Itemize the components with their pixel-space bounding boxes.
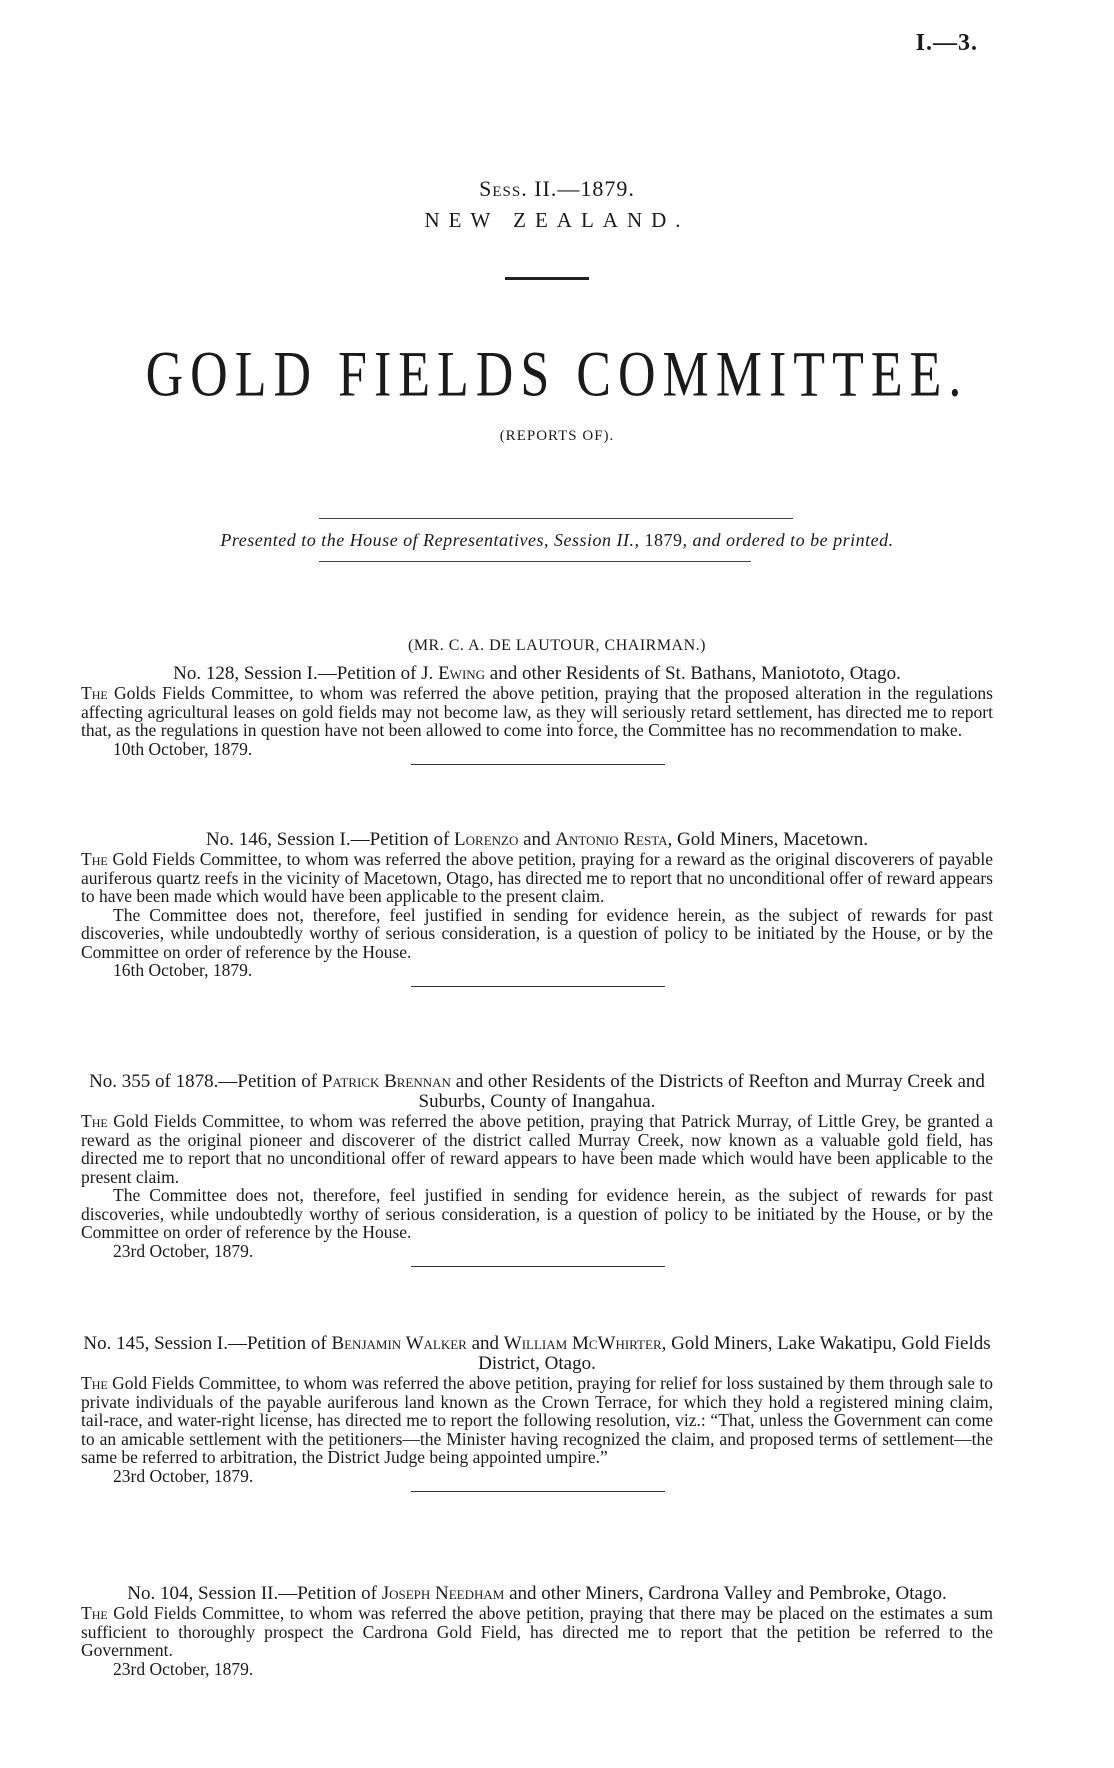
paragraph-text: Golds Fields Committee, to whom was referred the above petition, praying that the proposed alteration in the regulations affecting agricultural leases on gold fields may not become law, as they will seriously retard settlement, has directed me to report that, as the regulations in question have not been allowed to come into force, the Committee has no recommendation to make. — [81, 683, 993, 740]
report-146 — [81, 830, 993, 987]
report-heading — [81, 1334, 993, 1374]
title-rule — [505, 277, 589, 280]
section-divider — [411, 1491, 665, 1492]
section-divider — [411, 764, 665, 765]
report-paragraph — [81, 1112, 993, 1186]
document-subtitle: (REPORTS OF). — [499, 428, 615, 444]
heading-text: and other Residents of the Districts of Reefton and Murray Creek and Suburbs, County of Inangahua. — [418, 1071, 985, 1112]
report-heading — [81, 830, 993, 850]
heading-text: No. 145, Session I.—Petition of — [83, 1333, 332, 1354]
heading-text: No. 128, Session I.—Petition of J. — [173, 663, 439, 684]
report-paragraph — [81, 1604, 993, 1660]
presented-rule-bottom — [319, 561, 751, 562]
paragraph-lead: The — [81, 683, 108, 703]
report-body — [81, 684, 993, 758]
heading-text: and — [518, 829, 556, 850]
country-heading: NEW ZEALAND. — [424, 208, 690, 232]
paragraph-text: Gold Fields Committee, to whom was referred the above petition, praying for relief for loss sustained by them through sale to private individuals of the payable auriferous land known as the Crown Terrace, for which they hold a registered mining claim, tail-race, and water-right license, has directed me to report the following resolution, viz.: “That, unless the Government can come to an amicable settlement with the petitioners—the Minister having recognized the claim, and proposed terms of settlement—the same be referred to arbitration, the District Judge being appointed umpire.” — [81, 1373, 993, 1467]
heading-text: and — [466, 1333, 504, 1354]
report-paragraph — [81, 684, 993, 740]
heading-text: and other Residents of St. Bathans, Maniototo, Otago. — [485, 663, 901, 684]
report-104 — [81, 1584, 993, 1678]
report-145 — [81, 1334, 993, 1492]
report-date: 23rd October, 1879. — [113, 1240, 254, 1261]
chairman-line: (MR. C. A. DE LAUTOUR, CHAIRMAN.) — [408, 637, 706, 654]
presented-text-b: , and ordered to be printed. — [682, 530, 894, 550]
report-body — [81, 1604, 993, 1678]
petitioner-name: Antonio Resta — [555, 829, 668, 850]
petitioner-name: Lorenzo — [454, 829, 519, 850]
report-paragraph — [81, 850, 993, 906]
heading-text: No. 104, Session II.—Petition of — [127, 1583, 382, 1604]
presented-rule-top — [319, 518, 793, 519]
petitioner-name: Patrick Brennan — [321, 1071, 451, 1092]
session-line: Sess. II.—1879. — [479, 176, 635, 201]
heading-text: No. 355 of 1878.—Petition of — [89, 1071, 322, 1092]
paragraph-lead: The — [81, 1603, 108, 1623]
report-date: 16th October, 1879. — [113, 960, 253, 980]
petitioner-name: William McWhirter — [503, 1333, 662, 1354]
report-date: 10th October, 1879. — [113, 738, 253, 759]
petitioner-name: Joseph Needham — [381, 1583, 505, 1604]
report-body — [81, 1112, 993, 1260]
heading-text: , Gold Miners, Macetown. — [667, 829, 869, 850]
report-heading — [81, 1072, 993, 1112]
paragraph-text: Gold Fields Committee, to whom was referred the above petition, praying for a reward as the original discoverers of payable auriferous quartz reefs in the vicinity of Macetown, Otago, has directed me to report that no unconditional offer of reward appears to have been made which would have been applicable to the present claim. — [81, 849, 993, 906]
section-divider — [411, 1266, 665, 1267]
petitioner-name: Benjamin Walker — [331, 1333, 467, 1354]
page-identifier: I.—3. — [915, 30, 978, 56]
report-128 — [81, 664, 993, 765]
paragraph-lead: The — [81, 1111, 108, 1131]
report-date: 23rd October, 1879. — [113, 1465, 254, 1486]
petitioner-name: Ewing — [438, 663, 486, 684]
report-paragraph: The Committee does not, therefore, feel justified in sending for evidence herein, as the subject of rewards for past discoveries, while undoubtedly worthy of serious consideration, is a question of policy to be initiated by the House, or by the Committee on order of reference by the House. — [81, 1185, 993, 1242]
presented-year: 1879 — [644, 530, 683, 550]
heading-text: , Gold Miners, Lake Wakatipu, Gold Fields District, Otago. — [478, 1333, 991, 1374]
report-date: 23rd October, 1879. — [113, 1658, 254, 1679]
report-paragraph — [81, 1374, 993, 1467]
report-heading — [81, 664, 993, 684]
paragraph-text: Gold Fields Committee, to whom was referred the above petition, praying that Patrick Murray, of Little Grey, be granted a reward as the original pioneer and discoverer of the district called Murray Creek, now known as a valuable gold field, has directed me to report that no unconditional offer of reward appears to have been made which would have been applicable to the present claim. — [81, 1111, 993, 1187]
presented-line — [0, 530, 1114, 551]
report-355 — [81, 1072, 993, 1267]
document-title: GOLD FIELDS COMMITTEE. — [145, 339, 969, 411]
report-body — [81, 850, 993, 980]
report-paragraph: The Committee does not, therefore, feel justified in sending for evidence herein, as the subject of rewards for past discoveries, while undoubtedly worthy of serious consideration, is a question of policy to be initiated by the House, or by the Committee on order of reference by the House. — [81, 904, 993, 962]
heading-text: and other Miners, Cardrona Valley and Pembroke, Otago. — [504, 1583, 947, 1604]
presented-text-a: Presented to the House of Representatives, Session II., — [220, 530, 645, 550]
report-body — [81, 1374, 993, 1485]
paragraph-lead: The — [81, 849, 108, 869]
heading-text: No. 146, Session I.—Petition of — [205, 829, 455, 850]
paragraph-text: Gold Fields Committee, to whom was referred the above petition, praying that there may be placed on the estimates a sum sufficient to thoroughly prospect the Cardrona Gold Field, has directed me to report that the petition be referred to the Government. — [81, 1603, 993, 1660]
paragraph-lead: The — [81, 1373, 108, 1393]
report-heading — [81, 1584, 993, 1604]
section-divider — [411, 986, 665, 987]
